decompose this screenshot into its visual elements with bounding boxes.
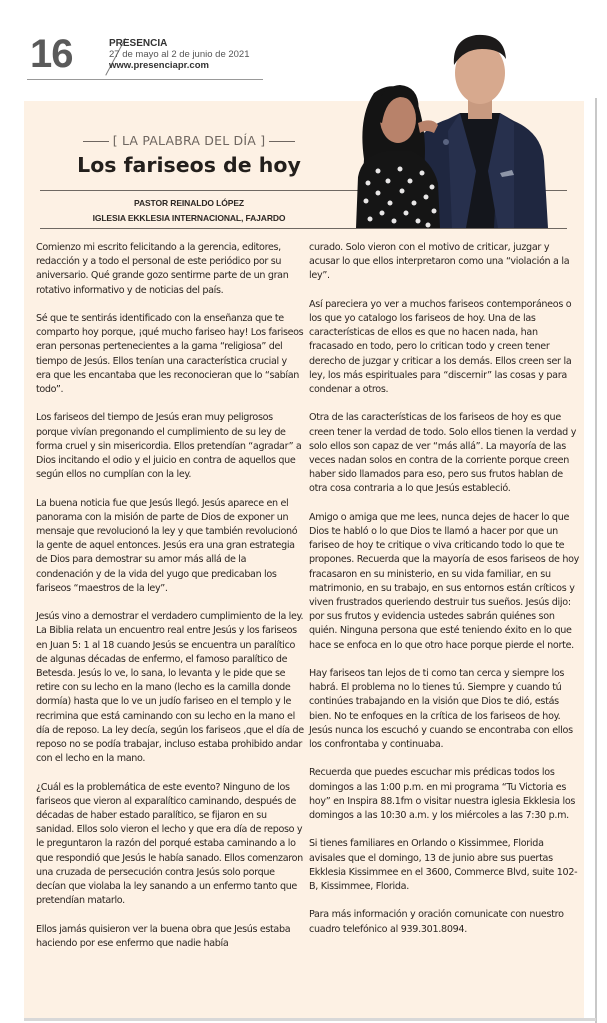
kicker-text: [ LA PALABRA DEL DÍA ] — [112, 133, 266, 148]
masthead — [27, 32, 263, 80]
paragraph: La buena noticia fue que Jesús llegó. Jesús aparece en el panorama con la misión de parte de Dios de exponer un mensaje que revolucionó la ley y que también revolucionó la gente de aquel entonces. Jesús era una gran estrategia de Dios para demostrar su amor más allá de la condenación y de la vida del yugo que predicaban los fariseos “maestros de la ley”. — [36, 497, 298, 594]
article-column-right — [309, 241, 581, 951]
author-name: PASTOR REINALDO LÓPEZ — [134, 198, 244, 208]
paragraph: ¿Cuál es la problemática de este evento? Ninguno de los fariseos que vieron al exparalítico caminando, después de décadas de haber estado paralítico, se fijaron en su sanidad. Ellos solo vieron el lecho y que era día de reposo y le preguntaron la razón del porqué estaba caminando a lo que respondió que Jesús le había sanado. Ellos comenzaron una cruzada de persecución contra Jesús solo porque decían que violaba la ley sanando a un enfermo tanto que pretendían matarlo. — [36, 781, 303, 907]
issue-date: 27 de mayo al 2 de junio de 2021 — [109, 49, 250, 60]
article-headline: Los fariseos de hoy — [77, 153, 301, 177]
page-bottom-edge — [24, 1018, 596, 1021]
byline — [24, 196, 354, 226]
masthead-info — [109, 38, 250, 71]
kicker-dash-left — [83, 141, 109, 142]
paragraph: Para más información y oración comunicate con nuestro cuadro telefónico al 939.301.8094. — [309, 909, 564, 935]
website-link[interactable]: www.presenciapr.com — [109, 60, 209, 71]
masthead-rule — [27, 79, 263, 80]
article-box — [24, 101, 584, 1018]
paragraph: Así pareciera yo ver a muchos fariseos contemporáneos o los que yo catalogo los fariseos de hoy. Una de las características de ellos es que no hacen nada, han fracasado en todo, pero lo critican todo y creen tener derecho de juzgar y criticar a los demás. Ellos creen ser la ley, los más espirituales para “discernir” las cosas y para condenar a otros. — [309, 298, 572, 396]
paragraph: curado. Solo vieron con el motivo de criticar, juzgar y acusar lo que ellos interpretaron como una “violación a la ley”. — [309, 242, 570, 282]
paragraph: Hay fariseos tan lejos de ti como tan cerca y siempre los habrá. El problema no lo tienes tú. Siempre y cuando tú continúes trabajando en la visión que Dios te dió, estás bien. No te enfoques en la crítica de los fariseos de hoy. Jesús nunca los escuchó y cuando se encontraba con ellos los confrontaba y continuaba. — [309, 668, 573, 751]
paragraph: Si tienes familiares en Orlando o Kissimmee, Florida avisales que el domingo, 13 de junio abre sus puertas Ekklesia Kissimmee en el 3600, Commerce Blvd, suite 102-B, Kissimmee, Florida. — [309, 838, 578, 893]
paragraph: Otra de las características de los fariseos de hoy es que creen tener la verdad de todo. Solo ellos tienen la verdad y solo ellos son capaz de ver “más allá”. La mayoría de las veces nadan solos en contra de la corriente porque creen haber sido llamados para eso, pero sus frutos hablan de otra cosa contraria a lo que Jesús estableció. — [309, 412, 577, 495]
publication-name: PRESENCIA — [109, 38, 168, 49]
paragraph: Los fariseos del tiempo de Jesús eran muy peligrosos porque vivían pregonando el cumplimiento de su ley de forma cruel y sin misericordia. Ellos pretendían “agradar” a Dios incitando el odio y el juicio en contra de aquellos que según ellos no cumplían con la ley. — [36, 412, 302, 481]
page-number: 16 — [30, 32, 73, 76]
author-photo — [348, 21, 552, 228]
paragraph: Recuerda que puedes escuchar mis prédicas todos los domingos a las 1:00 p.m. en mi programa “Tu Victoria es hoy” en Inspira 88.1fm o visitar nuestra iglesia Ekklesia los domingos a las 10:30 a.m. y los miércoles a las 7:30 p.m. — [309, 767, 576, 822]
section-kicker — [24, 133, 354, 148]
paragraph: Comienzo mi escrito felicitando a la gerencia, editores, redacción y a todo el personal de este periódico por su aniversario. Qué grande gozo sentirme parte de un gran rotativo informativo y de noticias del país. — [36, 242, 289, 296]
kicker-dash-right — [269, 141, 295, 142]
byline-rule-bottom — [40, 228, 567, 229]
author-affiliation: IGLESIA EKKLESIA INTERNACIONAL, FAJARDO — [92, 213, 286, 223]
paragraph: Amigo o amiga que me lees, nunca dejes de hacer lo que Dios te habló o lo que Dios te llamó a hacer por que un fariseo de hoy te critique o viva criticando todo lo que te propones. Recuerda que la mayoría de esos fariseos de hoy fracasaron en su ministerio, en su vida familiar, en su matrimonio, en su trabajo, en sus entornos están críticos y viven frustrados queriendo destruir tus sueños. Jesús dijo: por sus frutos y evidencia ustedes sabrán quiénes son quién. Ninguna persona que esté teniendo éxito en lo que hace se enfoca en lo que otro hace porque pierde el norte. — [309, 511, 580, 651]
paragraph: Jesús vino a demostrar el verdadero cumplimiento de la ley. La Biblia relata un encuentro real entre Jesús y los fariseos en Juan 5: 1 al 18 cuando Jesús se encuentra un paralítico de algunas décadas de enfermo, el famoso paralítico de Betesda. Jesús lo ve, lo sana, lo levanta y le pide que se retire con su lecho en la mano (lecho es la camilla donde dormía) hasta que lo ve un judío fariseo en el templo y le recrimina que está caminando con su lecho en la mano el día de reposo. La ley decía, según los fariseos ,que el día de reposo no se podía trabajar, incluso estaba prohibido andar con el lecho en la mano. — [36, 611, 304, 765]
article-column-left — [36, 241, 304, 965]
paragraph: Sé que te sentirás identificado con la enseñanza que te comparto hoy porque, ¡qué mucho fariseo hay! Los fariseos eran personas pertenecientes a la gama “religiosa” del tiempo de Jesús. Ellos tenían una característica crucial y era que les encantaba que les reconocieran que lo “sabían todo”. — [36, 313, 304, 396]
paragraph: Ellos jamás quisieron ver la buena obra que Jesús estaba haciendo por ese enfermo que nadie había — [36, 923, 291, 949]
page-edge-line — [595, 98, 597, 1023]
